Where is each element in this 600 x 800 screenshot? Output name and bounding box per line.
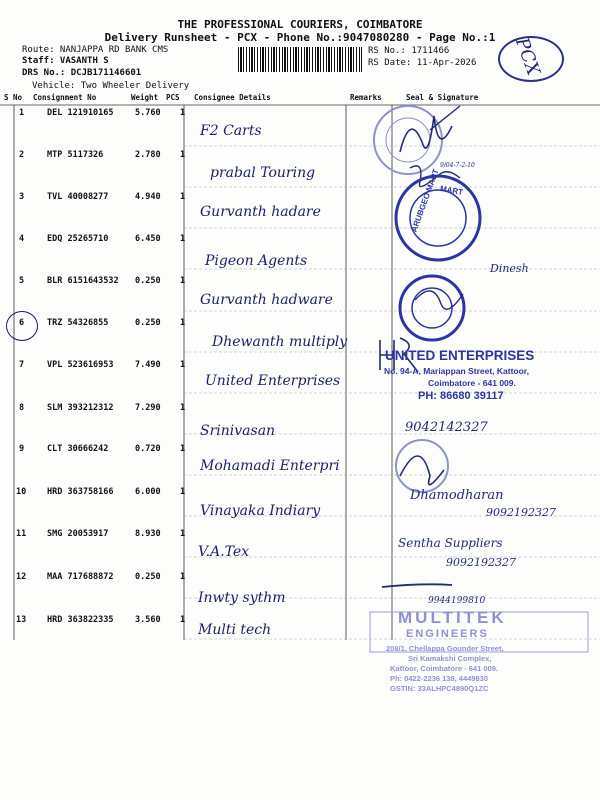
row-pcs: 1 — [180, 615, 186, 625]
multitek-stamp-name: MULTITEK — [398, 608, 507, 627]
consignee-handwritten: Gurvanth hadware — [200, 292, 333, 308]
row-consignment: TVL 40008277 — [47, 192, 109, 202]
signature-phone: 9944199810 — [428, 596, 486, 606]
col-seal: Seal & Signature — [406, 93, 479, 102]
mart-seal-text: ARUBGEO MART — [409, 167, 441, 234]
multitek-stamp-line: Kattoor, Coimbatore - 641 009. — [390, 664, 498, 673]
runsheet-subtitle: Delivery Runsheet - PCX - Phone No.:9047080280 - Page No.:1 — [104, 31, 496, 44]
col-consignment: Consignment No — [33, 93, 97, 102]
multitek-stamp-line: Sri Kamakshi Complex, — [408, 654, 492, 663]
row-sno: 5 — [19, 276, 25, 286]
row-pcs: 1 — [180, 192, 186, 202]
united-stamp-phone: PH: 86680 39117 — [418, 390, 504, 402]
row-sno: 6 — [19, 318, 25, 328]
row-pcs: 1 — [180, 403, 186, 413]
signature-phone: 9092192327 — [486, 506, 556, 519]
row-pcs: 1 — [180, 360, 186, 370]
signature-name: Sentha Suppliers — [398, 536, 503, 550]
row-weight: 6.000 — [135, 487, 161, 497]
row-consignment: TRZ 54326855 — [47, 318, 109, 328]
row-weight: 0.250 — [135, 572, 161, 582]
row-consignment: VPL 523616953 — [47, 360, 114, 370]
consignee-handwritten: Srinivasan — [200, 423, 276, 439]
row-pcs: 1 — [180, 108, 186, 118]
row-consignment: MAA 717688872 — [47, 572, 114, 582]
rs-number: RS No.: 1711466 — [368, 46, 450, 56]
row-sno: 11 — [16, 529, 27, 539]
row-consignment: SMG 20053917 — [47, 529, 109, 539]
drs-label: DRS No.: DCJB171146601 — [22, 68, 142, 78]
row-pcs: 1 — [180, 150, 186, 160]
row-pcs: 1 — [180, 529, 186, 539]
multitek-stamp-line: Ph: 0422-2236 138, 4449830 — [390, 674, 488, 683]
row-consignment: HRD 363822335 — [47, 615, 114, 625]
company-title: THE PROFESSIONAL COURIERS, COIMBATORE — [177, 18, 423, 31]
mart-seal-2: MART — [439, 184, 464, 197]
row-sno: 2 — [19, 150, 25, 160]
consignee-handwritten: Dhewanth multiply — [212, 334, 348, 350]
row-sno: 1 — [19, 108, 25, 118]
col-consignee: Consignee Details — [194, 93, 271, 102]
united-stamp-address: No. 94-A, Mariappan Street, Kattoor, — [384, 366, 529, 376]
row-weight: 8.930 — [135, 529, 161, 539]
row-sno: 12 — [16, 572, 27, 582]
col-weight: Weight — [131, 93, 159, 102]
row-weight: 7.490 — [135, 360, 161, 370]
row-sno: 13 — [16, 615, 27, 625]
col-sno: S No — [4, 93, 23, 102]
row-pcs: 1 — [180, 487, 186, 497]
row-weight: 5.760 — [135, 108, 161, 118]
row-sno: 3 — [19, 192, 25, 202]
row-consignment: DEL 121910165 — [47, 108, 114, 118]
row-weight: 0.250 — [135, 318, 161, 328]
consignee-handwritten: F2 Carts — [200, 123, 262, 139]
row-weight: 7.290 — [135, 403, 161, 413]
signature-name: Dinesh — [490, 262, 529, 275]
row-weight: 4.940 — [135, 192, 161, 202]
signature-name: Dhamodharan — [410, 488, 504, 503]
consignee-handwritten: United Enterprises — [205, 373, 341, 389]
consignee-handwritten: V.A.Tex — [198, 544, 250, 560]
row-sno: 7 — [19, 360, 25, 370]
consignee-handwritten: prabal Touring — [210, 165, 316, 181]
multitek-stamp-line: 208/1, Chellappa Gounder Street, — [386, 644, 504, 653]
multitek-stamp-line: GSTIN: 33ALHPC4890Q1ZC — [390, 684, 489, 693]
row-consignment: SLM 393212312 — [47, 403, 114, 413]
row-pcs: 1 — [180, 318, 186, 328]
row-pcs: 1 — [180, 572, 186, 582]
row-weight: 6.450 — [135, 234, 161, 244]
consignee-handwritten: Gurvanth hadare — [200, 204, 321, 220]
row-weight: 0.720 — [135, 444, 161, 454]
vehicle-label: Vehicle: Two Wheeler Delivery — [32, 81, 190, 91]
consignee-handwritten: Mohamadi Enterpri — [200, 458, 340, 474]
consignee-handwritten: Vinayaka Indiary — [200, 503, 321, 519]
row-sno: 10 — [16, 487, 27, 497]
row-consignment: MTP 5117326 — [47, 150, 104, 160]
col-pcs: PCS — [166, 93, 180, 102]
route-label: Route: NANJAPPA RD BANK CMS — [22, 45, 169, 55]
united-stamp-city: Coimbatore - 641 009. — [428, 378, 516, 388]
staff-label: Staff: VASANTH S — [22, 56, 109, 66]
multitek-stamp-sub: ENGINEERS — [406, 628, 489, 640]
row-weight: 3.560 — [135, 615, 161, 625]
signature-phone: 9042142327 — [405, 420, 488, 435]
col-remarks: Remarks — [350, 93, 382, 102]
row-weight: 2.780 — [135, 150, 161, 160]
signature-phone: 9092192327 — [446, 556, 516, 569]
row-pcs: 1 — [180, 234, 186, 244]
united-stamp-name: UNITED ENTERPRISES — [385, 348, 535, 363]
row-pcs: 1 — [180, 444, 186, 454]
pcx-handwritten: PCX — [510, 34, 544, 79]
row-sno: 8 — [19, 403, 25, 413]
row-6-circle-mark — [6, 311, 38, 341]
row-consignment: BLR 6151643532 — [47, 276, 119, 286]
row-weight: 0.250 — [135, 276, 161, 286]
row-sno: 9 — [19, 444, 25, 454]
consignee-handwritten: Multi tech — [198, 622, 272, 638]
consignee-handwritten: Inwty sythm — [198, 590, 286, 606]
row-consignment: CLT 30666242 — [47, 444, 109, 454]
row-sno: 4 — [19, 234, 25, 244]
row-pcs: 1 — [180, 276, 186, 286]
row-consignment: EDQ 25265710 — [47, 234, 109, 244]
rs-date: RS Date: 11-Apr-2026 — [368, 58, 477, 68]
signature-date: 9/04-7-2-10 — [440, 162, 475, 169]
row-consignment: HRD 363758166 — [47, 487, 114, 497]
consignee-handwritten: Pigeon Agents — [205, 253, 308, 269]
